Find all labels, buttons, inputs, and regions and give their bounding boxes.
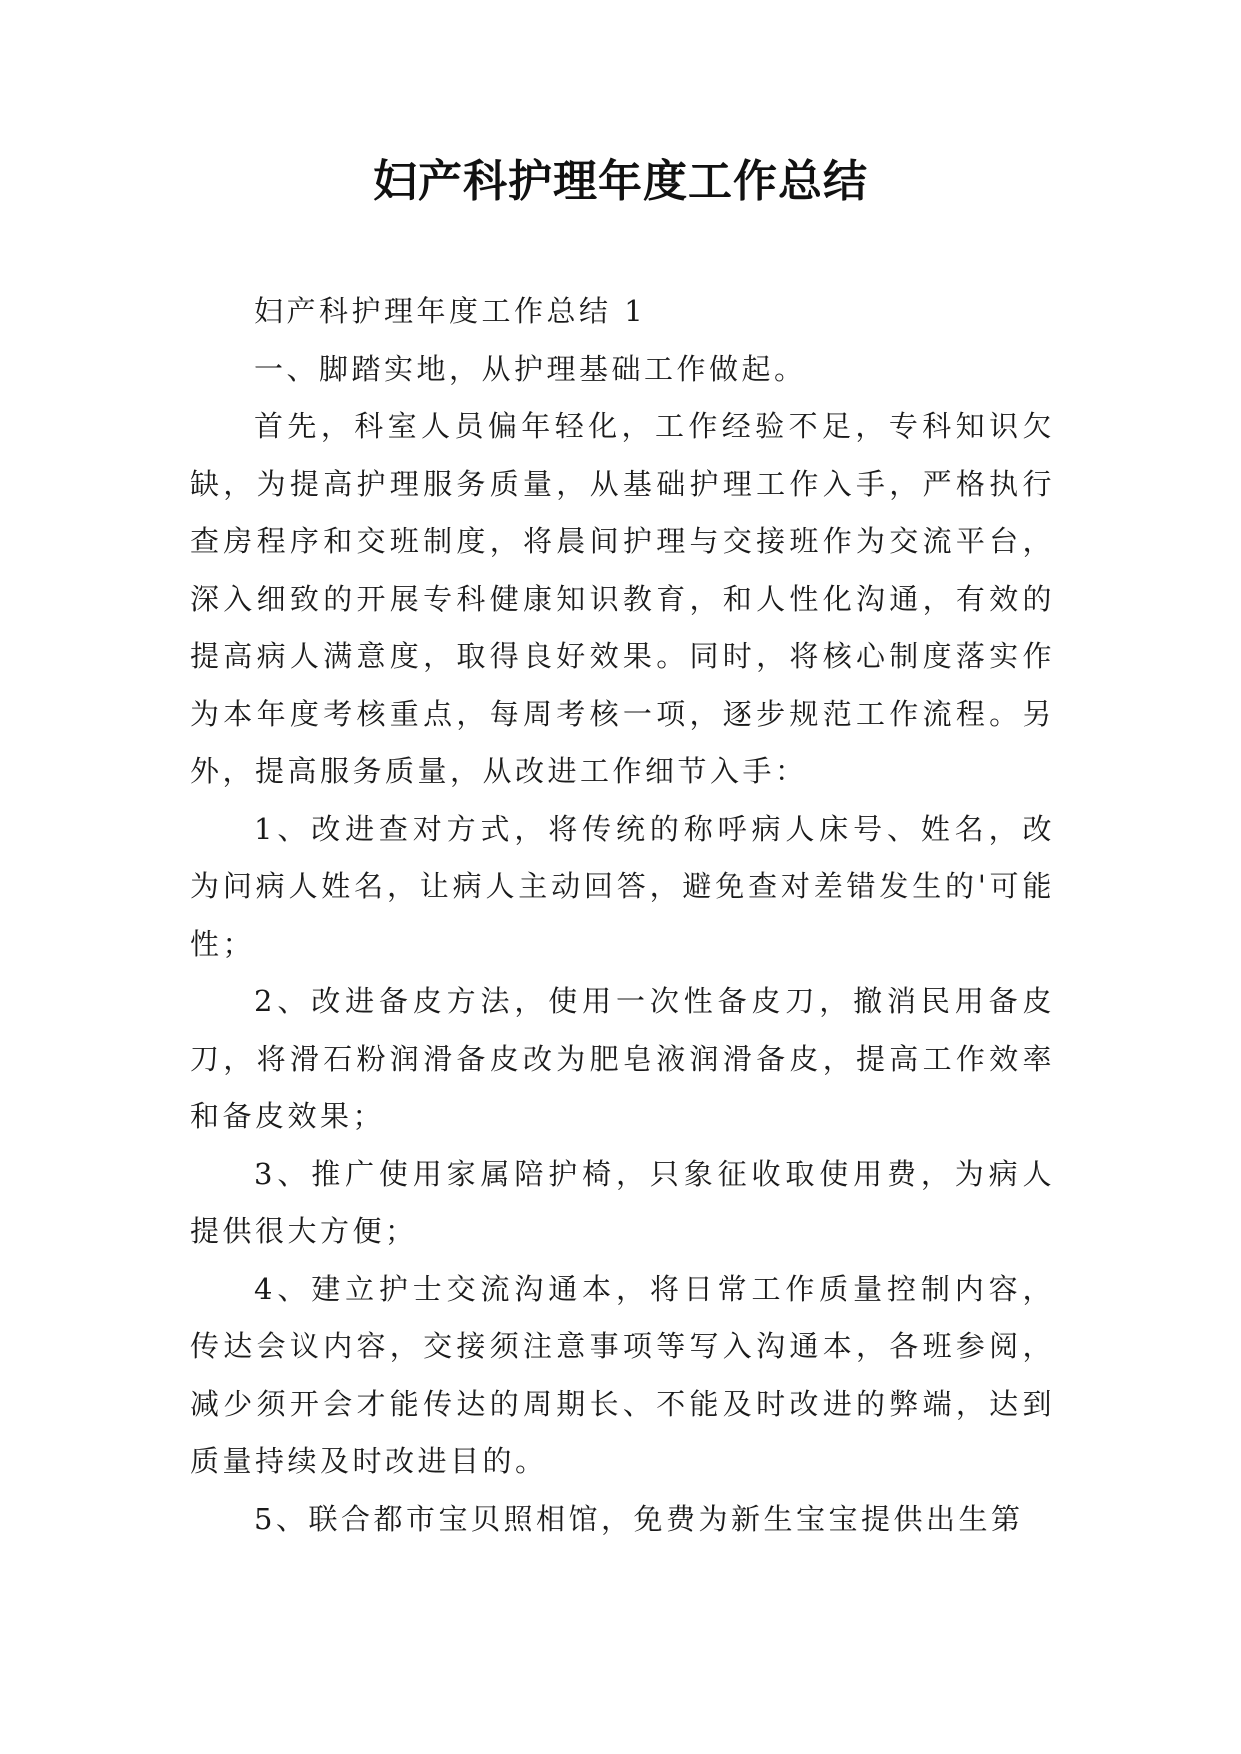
- section-heading-paragraph: 一、脚踏实地，从护理基础工作做起。: [254, 351, 807, 386]
- subtitle-paragraph: 妇产科护理年度工作总结 1: [254, 294, 647, 328]
- list-item-paragraph-1: 1、改进查对方式，将传统的称呼病人床号、姓名，改为问病人姓名，让病人主动回答，避免查对差错发生的'可能性；: [190, 811, 1055, 961]
- document-body: [190, 283, 1055, 1548]
- intro-paragraph: 首先，科室人员偏年轻化，工作经验不足，专科知识欠缺，为提高护理服务质量，从基础护理工作入手，严格执行查房程序和交班制度，将晨间护理与交接班作为交流平台，深入细致的开展专科健康知识教育，和人性化沟通，有效的提高病人满意度，取得良好效果。同时，将核心制度落实作为本年度考核重点，每周考核一项，逐步规范工作流程。另外，提高服务质量，从改进工作细节入手：: [190, 409, 1055, 788]
- list-item-paragraph-2: 2、改进备皮方法，使用一次性备皮刀，撤消民用备皮刀，将滑石粉润滑备皮改为肥皂液润滑备皮，提高工作效率和备皮效果；: [190, 984, 1055, 1133]
- document-title: 妇产科护理年度工作总结: [373, 156, 868, 207]
- list-item-paragraph-5: 5、联合都市宝贝照相馆，免费为新生宝宝提供出生第: [254, 1501, 1024, 1536]
- list-item-paragraph-4: 4、建立护士交流沟通本，将日常工作质量控制内容，传达会议内容，交接须注意事项等写入沟通本，各班参阅，减少须开会才能传达的周期长、不能及时改进的弊端，达到质量持续及时改进目的。: [190, 1271, 1055, 1478]
- list-item-paragraph-3: 3、推广使用家属陪护椅，只象征收取使用费，为病人提供很大方便；: [190, 1156, 1055, 1248]
